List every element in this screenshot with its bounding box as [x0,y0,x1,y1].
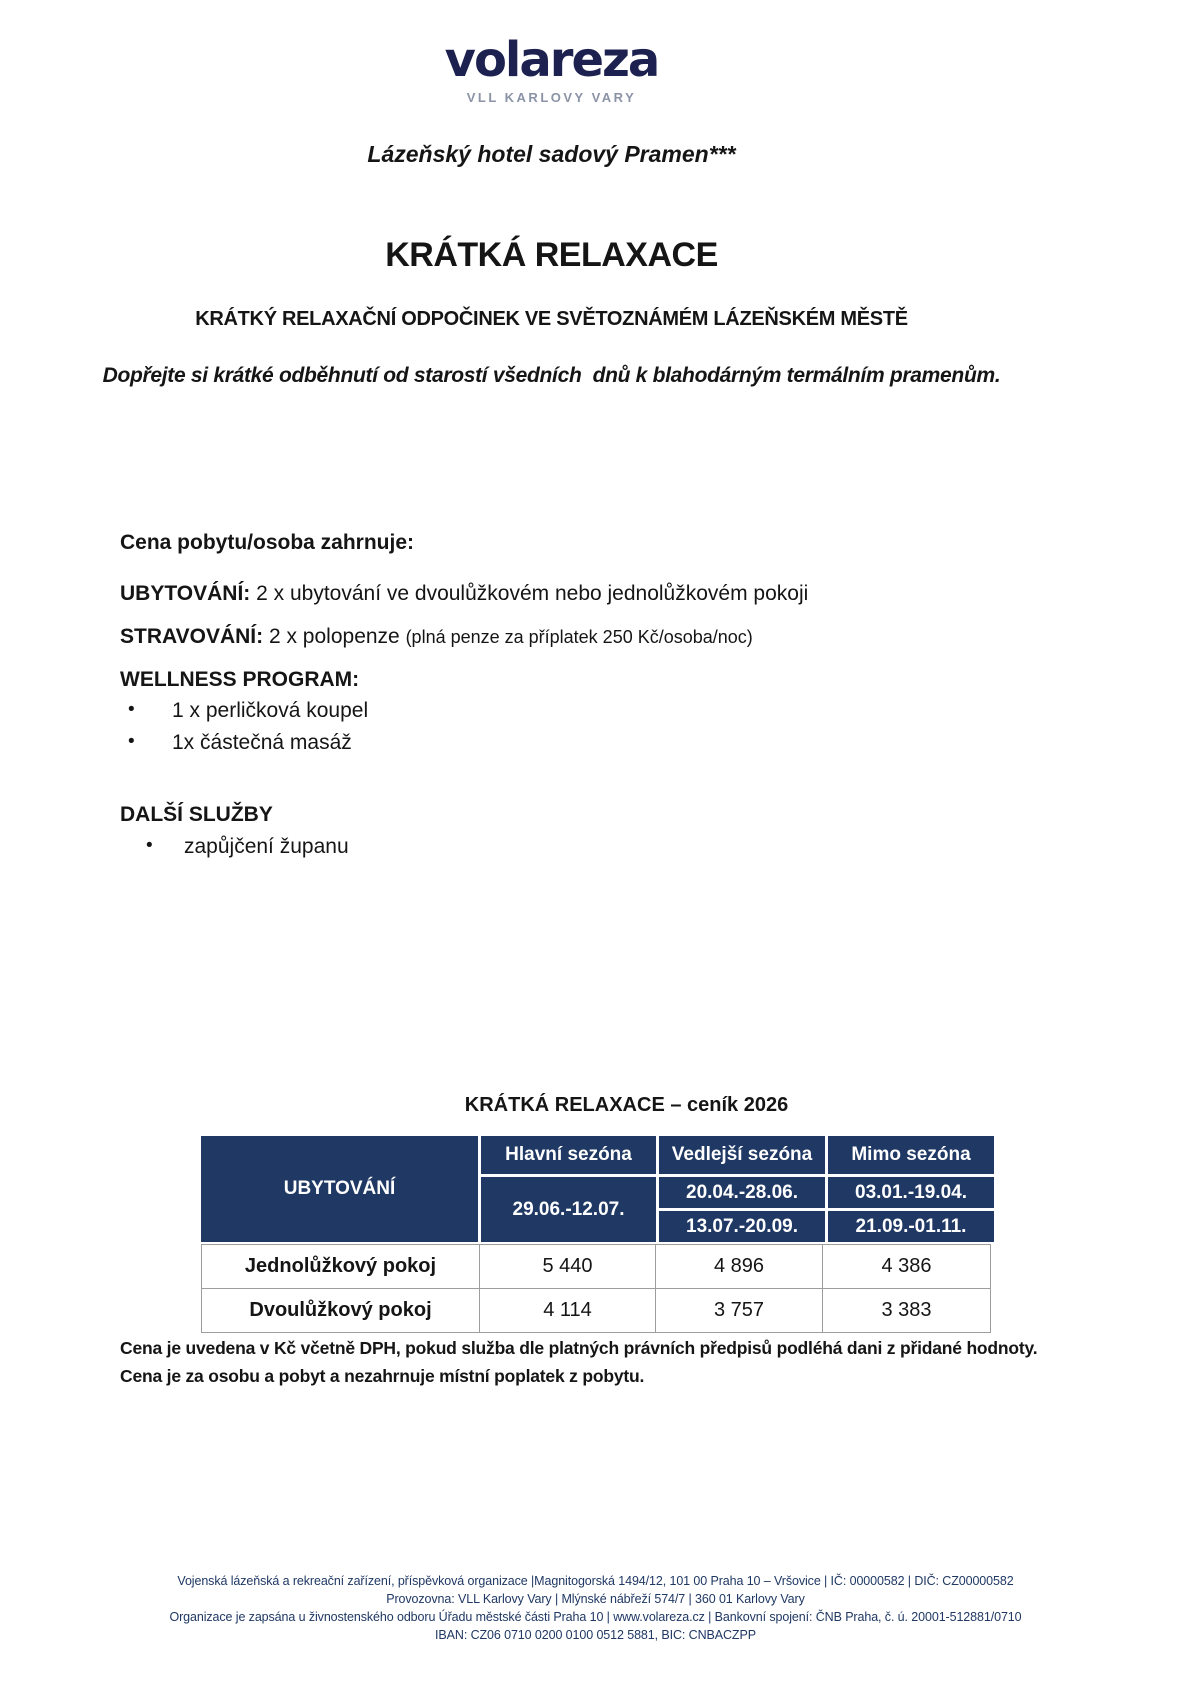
wellness-heading: WELLNESS PROGRAM: [120,668,360,691]
header-cell-season-side: Vedlejší sezóna [659,1136,825,1174]
footer-line: Provozovna: VLL Karlovy Vary | Mlýnské nábřeží 574/7 | 360 01 Karlovy Vary [386,1592,805,1606]
table-row-price: 4 386 [823,1245,990,1289]
table-row-price: 5 440 [480,1245,656,1289]
bullet-icon: • [146,835,153,856]
wellness-item [128,699,368,723]
pricing-table-body [201,1244,991,1333]
price-note-line: Cena je za osobu a pobyt a nezahrnuje místní poplatek z pobytu. [120,1366,645,1386]
header-cell-room: UBYTOVÁNÍ [201,1136,478,1242]
services-item [146,835,349,859]
footer-line: Vojenská lázeňská a rekreační zařízení, příspěvková organizace |Magnitogorská 1494/12, 101 00 Praha 10 – Vršovice | IČ: 00000582 | DIČ: CZ00000582 [177,1574,1014,1588]
table-row-price: 4 896 [656,1245,823,1289]
wellness-item-text: 1 x perličková koupel [172,699,369,722]
header-cell-dates-side-1: 20.04.-28.06. [659,1177,825,1208]
accommodation-label: UBYTOVÁNÍ: [120,582,251,605]
services-heading: DALŠÍ SLUŽBY [120,803,273,826]
header-cell-dates-off-2: 21.09.-01.11. [828,1211,994,1242]
table-row-room: Dvoulůžkový pokoj [202,1289,480,1332]
pricing-table [201,1136,991,1333]
logo [0,34,1103,105]
hotel-name: Lázeňský hotel sadový Pramen*** [367,141,736,167]
meals-label: STRAVOVÁNÍ: [120,625,264,648]
lead-text: Dopřejte si krátké odběhnutí od starostí všedních dnů k blahodárným termálním pramenům. [102,364,1001,387]
meals-line [120,625,1131,649]
table-row-price: 4 114 [480,1289,656,1332]
footer-line: Organizace je zapsána u živnostenského odboru Úřadu městské části Praha 10 | www.volareza.cz | Bankovní spojení: ČNB Praha, č. ú. 20001-512881/0710 [169,1610,1022,1624]
price-note-line: Cena je uvedena v Kč včetně DPH, pokud služba dle platných právních předpisů podléhá dani z přidané hodnoty. [120,1338,1038,1358]
services-item-text: zapůjčení županu [184,835,349,858]
header-cell-season-main: Hlavní sezóna [481,1136,656,1174]
header-cell-season-off: Mimo sezóna [828,1136,994,1174]
wellness-item-text: 1x částečná masáž [172,731,352,754]
table-row-price: 3 757 [656,1289,823,1332]
meals-text: 2 x polopenze [263,625,406,648]
pricing-table-header [201,1136,991,1242]
footer-line: IBAN: CZ06 0710 0200 0100 0512 5881, BIC: CNBACZPP [435,1628,756,1642]
bullet-icon: • [128,699,135,720]
table-row-room: Jednolůžkový pokoj [202,1245,480,1289]
accommodation-line [120,582,1131,606]
logo-tagline: VLL KARLOVY VARY [466,90,637,105]
table-row-price: 3 383 [823,1289,990,1332]
page-title: KRÁTKÁ RELAXACE [385,236,718,274]
accommodation-text: 2 x ubytování ve dvoulůžkovém nebo jednolůžkovém pokoji [250,582,809,605]
bullet-icon: • [128,731,135,752]
logo-wordmark: volareza [444,32,659,88]
footer [0,1572,1191,1644]
wellness-item [128,731,352,755]
header-cell-dates-side-2: 13.07.-20.09. [659,1211,825,1242]
header-cell-dates-off-1: 03.01.-19.04. [828,1177,994,1208]
price-note [120,1334,1131,1390]
header-cell-dates-main: 29.06.-12.07. [481,1177,656,1242]
pricing-table-title: KRÁTKÁ RELAXACE – ceník 2026 [464,1094,789,1116]
page-subtitle: KRÁTKÝ RELAXAČNÍ ODPOČINEK VE SVĚTOZNÁMÉM LÁZEŇSKÉM MĚSTĚ [195,308,908,330]
meals-note: (plná penze za příplatek 250 Kč/osoba/noc) [405,627,753,647]
includes-heading: Cena pobytu/osoba zahrnuje: [120,531,415,554]
